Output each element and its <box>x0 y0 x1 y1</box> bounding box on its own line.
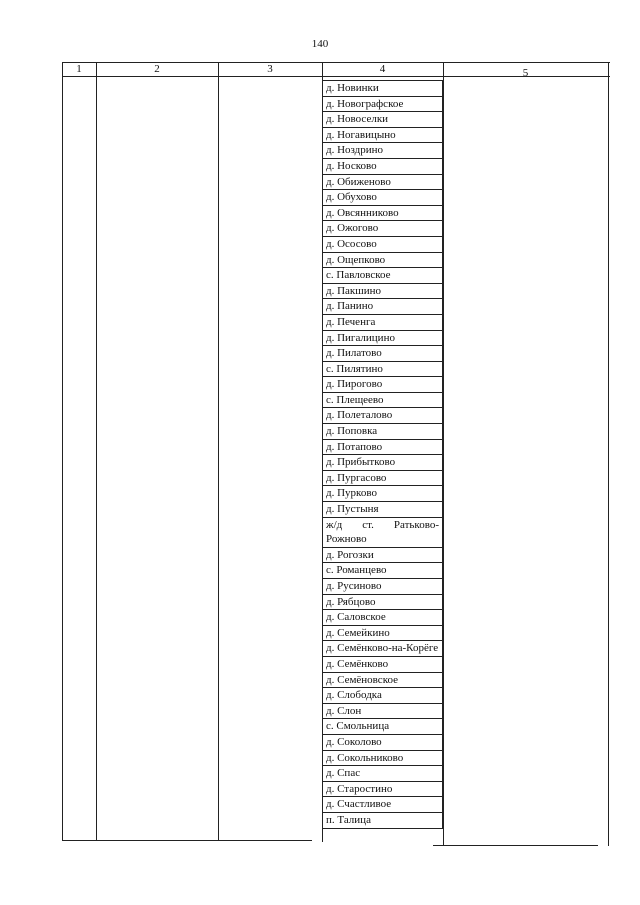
settlement-cell: п. Талица <box>322 813 443 829</box>
settlement-cell: д. Семёновское <box>322 673 443 689</box>
settlement-list <box>322 80 443 829</box>
col-border-5 <box>608 62 609 846</box>
table-bottom-border-left <box>62 840 312 841</box>
settlement-cell: д. Пургасово <box>322 471 443 487</box>
settlement-cell: д. Прибытково <box>322 455 443 471</box>
header-col-1: 1 <box>76 63 82 75</box>
settlement-cell: с. Плещеево <box>322 393 443 409</box>
settlement-cell: д. Ососово <box>322 237 443 253</box>
settlement-cell: д. Слон <box>322 704 443 720</box>
page-number: 140 <box>311 38 329 50</box>
settlement-cell: д. Пирогово <box>322 377 443 393</box>
col-border-2 <box>218 62 219 841</box>
col-border-4 <box>443 62 444 845</box>
settlement-cell: с. Пилятино <box>322 362 443 378</box>
col-border-0 <box>62 62 63 841</box>
settlement-cell: д. Потапово <box>322 440 443 456</box>
settlement-cell: с. Романцево <box>322 563 443 579</box>
settlement-cell: д. Счастливое <box>322 797 443 813</box>
settlement-cell: д. Поповка <box>322 424 443 440</box>
settlement-cell: д. Сокольниково <box>322 751 443 767</box>
settlement-cell: д. Ожогово <box>322 221 443 237</box>
settlement-cell: д. Пилатово <box>322 346 443 362</box>
settlement-cell: д. Новоселки <box>322 112 443 128</box>
settlement-cell: д. Ноздрино <box>322 143 443 159</box>
col-border-1 <box>96 62 97 841</box>
settlement-cell: д. Печенга <box>322 315 443 331</box>
header-col-4: 4 <box>379 63 386 75</box>
settlement-cell: д. Ощепково <box>322 253 443 269</box>
header-col-5: 5 <box>522 67 529 79</box>
settlement-cell: д. Пакшино <box>322 284 443 300</box>
settlement-cell: д. Обиженово <box>322 175 443 191</box>
header-col-2: 2 <box>154 63 160 75</box>
settlement-cell: д. Ногавицыно <box>322 128 443 144</box>
settlement-cell: д. Семейкино <box>322 626 443 642</box>
settlement-cell: д. Спас <box>322 766 443 782</box>
settlement-cell: д. Пигалицино <box>322 331 443 347</box>
settlement-cell: с. Павловское <box>322 268 443 284</box>
settlement-cell: д. Русиново <box>322 579 443 595</box>
settlement-cell: д. Обухово <box>322 190 443 206</box>
settlement-cell: д. Пурково <box>322 486 443 502</box>
settlement-cell: д. Старостино <box>322 782 443 798</box>
settlement-cell: д. Семёнково-на-Корёге <box>322 641 443 657</box>
table-bottom-border-right <box>433 845 598 846</box>
settlement-cell: д. Рогозки <box>322 548 443 564</box>
header-col-3: 3 <box>267 63 273 75</box>
settlement-cell: с. Смольница <box>322 719 443 735</box>
settlement-cell: д. Пустыня <box>322 502 443 518</box>
settlement-cell: д. Новографское <box>322 97 443 113</box>
settlement-cell: д. Полеталово <box>322 408 443 424</box>
settlement-cell: д. Овсянниково <box>322 206 443 222</box>
settlement-cell: д. Новинки <box>322 80 443 97</box>
settlement-cell: д. Семёнково <box>322 657 443 673</box>
settlement-cell: д. Слободка <box>322 688 443 704</box>
settlement-cell: д. Носково <box>322 159 443 175</box>
settlement-cell: д. Соколово <box>322 735 443 751</box>
settlement-cell: д. Рябцово <box>322 595 443 611</box>
settlement-cell: д. Саловское <box>322 610 443 626</box>
settlement-cell: д. Панино <box>322 299 443 315</box>
settlement-cell: ж/д ст. Ратьково-Рожново <box>322 518 443 548</box>
